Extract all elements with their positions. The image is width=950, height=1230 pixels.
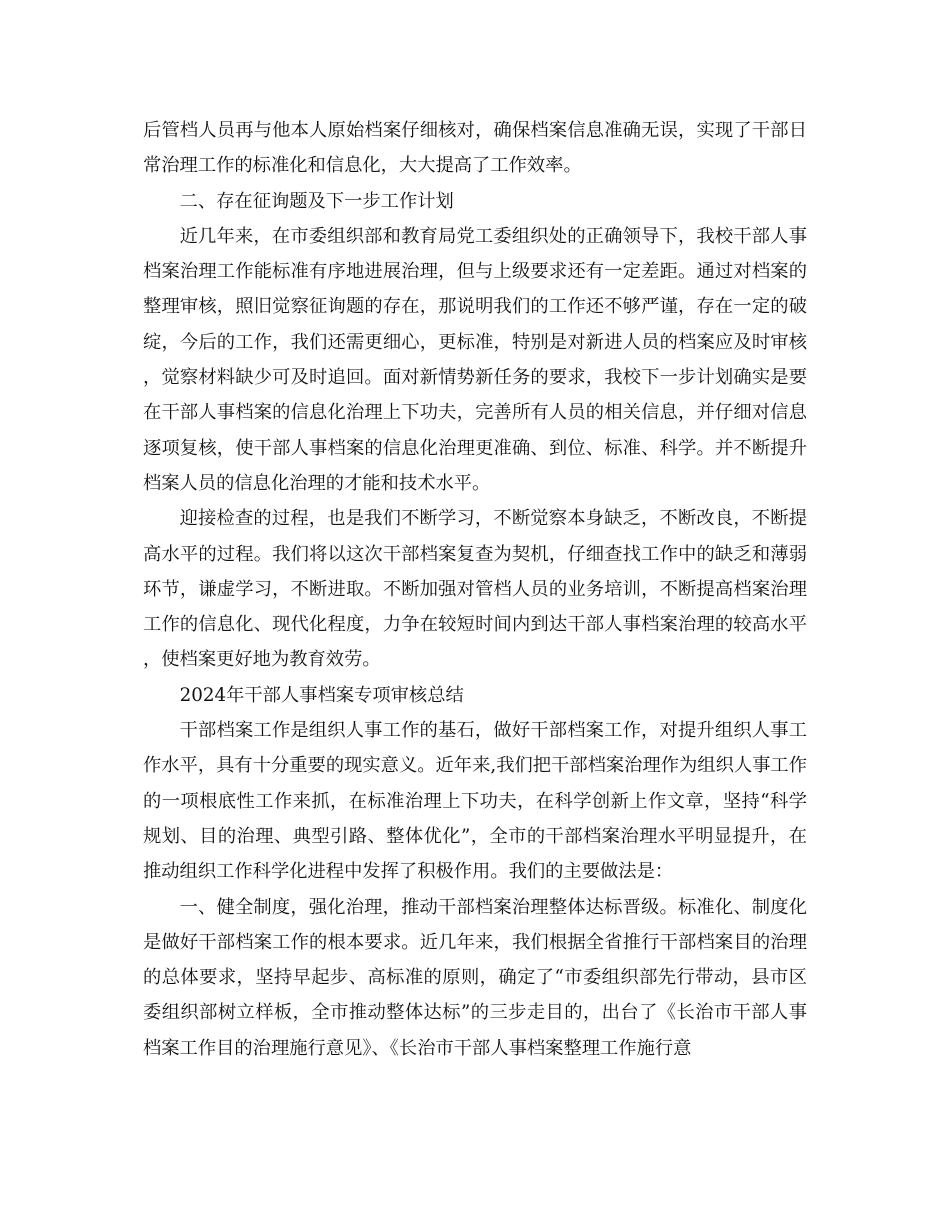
paragraph-introduction: 干部档案工作是组织人事工作的基石，做好干部档案工作，对提升组织人事工作水平，具有十分重要的现实意义。近年来,我们把干部档案治理作为组织人事工作的一项根底性工作来抓，在标准治理上下功夫，在科学创新上作文章，坚持“科学规划、目的治理、典型引路、整体优化”，全市的干部档案治理水平明显提升，在推动组织工作科学化进程中发挥了积极作用。我们的主要做法是： — [143, 720, 807, 883]
paragraph-continuation: 后管档人员再与他本人原始档案仔细核对，确保档案信息准确无误，实现了干部日常治理工作的标准化和信息化，大大提高了工作效率。 — [143, 120, 807, 177]
paragraph-problems: 近几年来，在市委组织部和教育局党工委组织处的正确领导下，我校干部人事档案治理工作能标准有序地进展治理，但与上级要求还有一定差距。通过对档案的整理审核，照旧觉察征询题的存在，那说明我们的工作还不够严谨，存在一定的破绽，今后的工作，我们还需更细心，更标准，特别是对新进人员的档案应及时审核，觉察材料缺少可及时追回。面对新情势新任务的要求，我校下一步计划确实是要在干部人事档案的信息化治理上下功夫，完善所有人员的相关信息，并仔细对信息逐项复核，使干部人事档案的信息化治理更准确、到位、标准、科学。并不断提升档案人员的信息化治理的才能和技术水平。 — [143, 225, 807, 494]
document-body — [143, 113, 807, 1066]
document-title: 2024年干部人事档案专项审核总结 — [179, 684, 464, 706]
paragraph-section-one: 一、健全制度，强化治理，推动干部档案治理整体达标晋级。标准化、制度化是做好干部档案工作的根本要求。近几年来，我们根据全省推行干部档案目的治理的总体要求，坚持早起步、高标准的原则，确定了“市委组织部先行带动，县市区委组织部树立样板，全市推动整体达标”的三步走目的，出台了《长治市干部人事档案工作目的治理施行意见》、《长治市干部人事档案整理工作施行意 — [143, 896, 807, 1059]
paragraph-inspection: 迎接检查的过程，也是我们不断学习，不断觉察本身缺乏，不断改良，不断提高水平的过程。我们将以这次干部档案复查为契机，仔细查找工作中的缺乏和薄弱环节，谦虚学习，不断进取。不断加强对管档人员的业务培训，不断提高档案治理工作的信息化、现代化程度，力争在较短时间内到达干部人事档案治理的较高水平，使档案更好地为教育效劳。 — [143, 508, 807, 671]
section-heading-problems-and-plan: 二、存在征询题及下一步工作计划 — [179, 190, 454, 212]
